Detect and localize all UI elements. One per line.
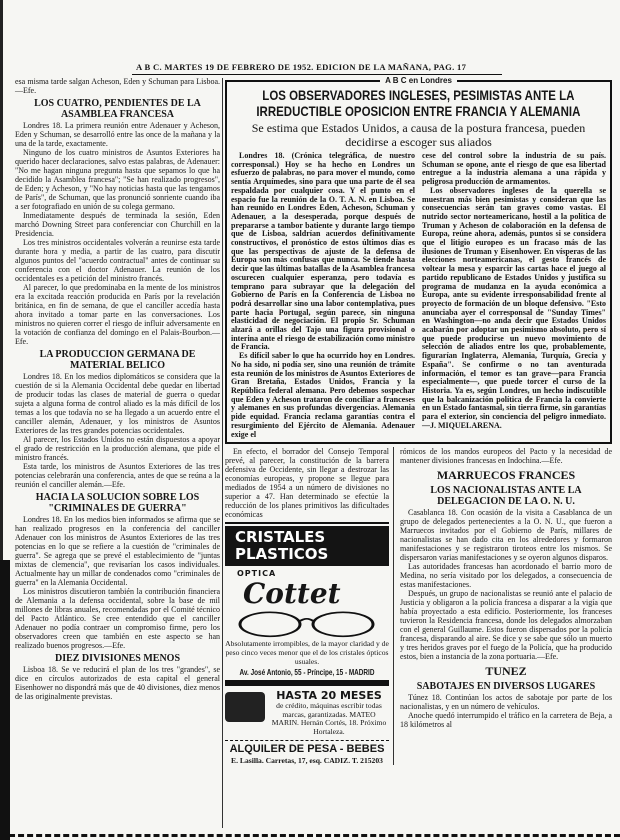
eyeglasses-icon: [235, 609, 380, 639]
ad-headline: CRISTALES PLASTICOS: [225, 526, 389, 566]
ad-address: Av. José Antonio, 55 - Príncipe, 15 - MADRID: [239, 668, 375, 678]
right-section: [225, 76, 612, 765]
ad-address-wrap: [225, 668, 389, 679]
ad-divider-bar: [225, 680, 389, 686]
lead-in-text: rómicos de los mandos europeos del Pacto y la necesidad de mantener divisiones francesas en Indochina.—Efe.: [400, 447, 612, 466]
typewriter-image: [225, 692, 265, 722]
middle-column: [225, 447, 389, 764]
headline-produccion-germana: LA PRODUCCION GERMANA DE MATERIAL BELICO: [39, 349, 196, 371]
paragraph: Al parecer, lo que predominaba en la mente de los ministros era la excitada reacción producida en París por la revelación británica, en fin de semana, de que el canciller accedía hasta ahora invitado a tomar parte en las conversaciones. Los ministros no quieren correr el riesgo de influir adversamente en la votación de confianza del domingo en el Palais-Bourbon.—Efe.: [15, 283, 220, 346]
paragraph: Londres 18. (Crónica telegráfica, de nuestro corresponsal.) Hoy se ha hecho en Londres un esfuerzo de palabras, no para mover el mundo, como sentía Arquímedes, sino para que una parte de él sea respaldada por cualquier cosa. Y el punto en el espacio fue la reunión de la O. T. A. N. en Lisboa. Se han reunido en Londres Eden, Acheson, Schuman y Adenauer, a la desesperada, porque después de prepararse a tambor batiente y durante largo tiempo que de Lisboa, saldrían acuerdos definitivamente constructivos, el pronóstico de estos últimos días es que las perspectivas de ajuste de la defensa de Europa son más confusas que nunca. Se tiende hasta decir que las últimas batallas de la Asamblea francesa oscurecen cualquier esperanza, pero todavía es temprano para subrayar que la delegación del Gobierno de París en la Conferencia de Lisboa no podrá desarrollar sino una labor contemplativa, pues parte hacia Portugal, según parece, sin ninguna elasticidad de negociación. El propio Sr. Schuman alzará a orillas del Tajo una figura provisional o interina ante el riesgo de estabilización como ministro de Francia.: [231, 151, 415, 352]
left-column: [15, 77, 220, 701]
paragraph: Túnez 18. Continúan los actos de sabotaje por parte de los nacionalistas, y en un número de vehículos.: [400, 693, 612, 712]
paragraph: Los observadores ingleses de la querella se muestran más bien pesimistas y consideran que las consecuencias serán tan graves como vastas. El nutrido sector norteamericano, hostil a la política de Truman y Acheson de colaboración en la defensa de Europa, reúne ahora, además, puntos si se considera que el litigio europeo es un fracaso más de las ilusiones de Truman y Eisenhower. En vísperas de las elecciones norteamericanas, el gesto francés de voltear la mesa y esparcir las cartas hace el juego al partido republicano de Estados Unidos y justifica su programa de mudanza en la ayuda económica a Europa, ante su evidente irresponsabilidad frente al proyecto de formación de un bloque defensivo. "Esto anunciaba ayer el corresponsal de "Sunday Times" en Washington—no anda decir que Estados Unidos acabarán por adoptar un pesimismo absoluto, pero sí que puede producirse un nuevo movimiento de selección de aliados entre los que, probablemente, figurarían Inglaterra, Alemania, Turquía, Grecia y España". Se confirme o no tan aventurada información, el temor es tan grave—para Francia especialmente—, que puede torcer el curso de la Historia. Ya es, según Londres, un hecho indiscutible que la balcanización política de Francia la convierte en un Estado fantasmal, sin tierra firme, sin garantías para el exterior, sin conciencia del peligro inmediato.—J. MIQUELARENA.: [422, 185, 606, 430]
feature-headline-wrap: [231, 87, 606, 120]
ad-brand-logo: Cottet: [243, 577, 341, 611]
feature-column-2: [422, 152, 606, 439]
feature-headline: LOS OBSERVADORES INGLESES, PESIMISTAS ANTE LA IRREDUCTIBLE OPOSICION ENTRE FRANCIA Y ALEMANIA: [256, 87, 581, 119]
masthead: A B C. MARTES 19 DE FEBRERO DE 1952. EDICION DE LA MAÑANA, PAG. 17: [136, 62, 467, 72]
rental-address: E. Lasilla. Carretas, 17, esq. CADIZ. T. 215203: [231, 755, 383, 765]
paragraph: Los ministros discutieron también la contribución financiera de Alemania a la defensa occidental, sobre la base de mil millones de libras anuales, recomendadas por el Comité técnico del Pacto Atlántico. Se cree entendido que el canciller Adenauer no podía contraer un compromiso firme, pero los observadores creen que también en este aspecto se han realizado buenos progresos.—Efe.: [15, 587, 220, 650]
advertisement: [225, 522, 389, 764]
feature-subheadline: Se estima que Estados Unidos, a causa de la postura francesa, pueden decidirse a escoger sus aliados: [251, 121, 586, 149]
paragraph: Esta tarde, los ministros de Asuntos Exteriores de las tres potencias celebrarán una conferencia, antes de que se reúna a la reunión el canciller alemán.—Efe.: [15, 462, 220, 489]
paragraph: Después, un grupo de nacionalistas se reunió ante el palacio de Justicia y obligaron a la policía francesa a disparar a la vigía que había proyectado a esta edificio. Posteriormente, los franceses tuvieron la Residencia francesa, donde los delegados almorzaban con el general Guillaume. Estos fueron dispersados por la policía francesa, disparando al aire. Se dice y se sabe que sólo un muerto y tres heridos graves por el fuego de la Policía, que ha producido estos, bien a instancia de la zona portuaria.—Efe.: [400, 589, 612, 662]
feature-columns: [231, 152, 606, 439]
middle-continuation: En efecto, el borrador del Consejo Temporal prevé, al parecer, la constitución de la barrera defensiva de Occidente, sin llegar a destrozar las economías europeas, y propone se llegue para mediados de 1954 a un número de divisiones no superior a 47. Han determinado se efectúe la reducción de los planes primitivos las dificultades económicas: [225, 447, 389, 520]
ad-caption: Absolutamente irrompibles, de la mayor claridad y de peso cinco veces menor que el de los cristales ópticos usuales.: [225, 639, 389, 667]
paragraph: cese del control sobre la industria de su país. Schuman se opone, ante el riesgo de que esa libertad entregue a la industria alemana a una rápida y peligrosa producción de armamentos.: [422, 151, 606, 187]
ad-top-rule: [225, 522, 389, 524]
headline-cuatro-pendientes: LOS CUATRO, PENDIENTES DE LA ASAMBLEA FRANCESA: [34, 98, 201, 120]
headline-diez-divisiones: DIEZ DIVISIONES MENOS: [54, 653, 181, 664]
feature-article-box: [225, 76, 612, 444]
paragraph: Los tres ministros occidentales volverán a reunirse esta tarde durante hora y media, a partir de las cuatro, para discutir algunos puntos del "acuerdo contractual" antes de continuar su conferencia con el doctor Adenauer. La reunión de los occidentales es a petición del ministro francés.: [15, 238, 220, 283]
page-bottom-rule: [0, 834, 620, 837]
lower-columns: [225, 447, 612, 764]
section-marruecos: MARRUECOS FRANCES: [436, 468, 576, 483]
ad-divider: [225, 740, 389, 741]
box-section-tag: [231, 77, 606, 85]
paragraph: Ninguno de los cuatro ministros de Asuntos Exteriores ha querido hacer declaraciones, salvo estas palabras, de Adenauer: "No me hagan ninguna pregunta hasta que sepamos lo que ha decidido la Asamblea francesa"; "Se han realizado progresos", de Eden; y Acheson, y "No hay noticias hasta que las tengamos de París", de Schuman, que las pronunció sonriente cuando iba a ser fotografiado en unión de su colega germano.: [15, 148, 220, 211]
section-tag-label: A B C en Londres: [380, 76, 457, 85]
promo-row: [225, 689, 389, 736]
rental-headline: ALQUILER DE PESA - BEBES: [229, 742, 385, 755]
lead-in-text: esa misma tarde salgan Acheson, Eden y Schuman para Lisboa.—Efe.: [15, 77, 220, 95]
paragraph: Casablanca 18. Con ocasión de la visita a Casablanca de un grupo de delegados pertenecientes a la O. N. U., que fueron a Marruecos invitados por el Gobierno de París, millares de nacionalistas se han dado cita en los alrededores y formaron manifestaciones y se registraron tiroteos entre los mismos. Se dispersaron varias manifestaciones y se oyeron algunos disparos.: [400, 508, 612, 563]
paragraph: Las autoridades francesas han acordonado el barrio moro de Medina, no sería visitado por los delegados, a consecuencia de estas manifestaciones.: [400, 562, 612, 590]
headline-nacionalistas: LOS NACIONALISTAS ANTE LA DELEGACION DE LA O. N. U.: [430, 485, 582, 508]
paragraph: Londres 18. En los medios bien informados se afirma que se han realizado progresos en la conferencia del canciller Adenauer con los ministros de Asuntos Exteriores de las tres potencias en lo que se refiere a la cuestión de "criminales de guerra". Se agrega que se prevé el establecimiento de "juntas mixtas de clemencia", que revisarían los casos individuales. Actualmente hay un millar de condenados como "criminales de guerra" en la Alemania Occidental.: [15, 515, 220, 587]
paragraph: Es difícil saber lo que ha ocurrido hoy en Londres. No ha sido, ni podía ser, sino una reunión de trámite esta reunión de los ministros de Asuntos Exteriores de Gran Bretaña, Estados Unidos, Francia y la República federal alemana. Pero debemos sospechar que Eden y Acheson trataron de conciliar a franceses y alemanes en sus profundas divergencias. Alemania pide equidad. Francia reclama garantías contra el resurgimiento del Ejército de Alemania. Adenauer exige el: [231, 351, 415, 439]
paragraph: Londres 18. La primera reunión entre Adenauer y Acheson, Eden y Schuman, se desarrolló entre las once de la mañana y la una de la tarde, exactamente.: [15, 121, 220, 148]
paragraph: Inmediatamente después de terminada la sesión, Eden marchó Downing Street para conferenciar con Churchill en la Presidencia.: [15, 211, 220, 238]
promo-text: de crédito, máquinas escribir todas marcas, garantizadas. MATEO MARIN. Hernán Cortés, 18. Próximo Hortaleza.: [271, 701, 387, 736]
paragraph: Londres 18. En los medios diplomáticos se considera que la cuestión de si la Alemania Occidental debe quedar en libertad de producir todas las clases de material de guerra o quedar sujeta a alguna forma de control aliado es la más difícil de los temas a los que todavía no se ha llegado a un acuerdo entre el canciller alemán, Adenauer, y los ministros de Asuntos Exteriores de las tres grandes potencias occidentales.: [15, 372, 220, 435]
masthead-rule: [132, 74, 502, 75]
column-rule: [222, 78, 223, 828]
promo-block: [269, 689, 389, 736]
headline-sabotajes: SABOTAJES EN DIVERSOS LUGARES: [416, 681, 596, 693]
right-column: [393, 447, 612, 764]
feature-column-1: [231, 152, 415, 439]
promo-headline: HASTA 20 MESES: [276, 689, 382, 703]
section-tunez: TUNEZ: [485, 664, 527, 679]
paragraph: Al parecer, los Estados Unidos no están dispuestos a apoyar el grado de restricción en la producción alemana, que pide el ministro francés.: [15, 435, 220, 462]
ad-optica-label: OPTICA: [237, 569, 277, 579]
paragraph: Lisboa 18. Se ve reducirá el plan de los tres "grandes", se dice en círculos autorizados de esta capital el general Eisenhower no dispondrá más que de 40 divisiones, diez menos de las originalmente previstas.: [15, 665, 220, 701]
paragraph: Anoche quedó interrumpido el tráfico en la carretera de Beja, a 18 kilómetros al: [400, 711, 612, 730]
headline-criminales-guerra: HACIA LA SOLUCION SOBRE LOS "CRIMINALES DE GUERRA": [35, 492, 200, 514]
page-scan-shadow: [0, 560, 10, 840]
